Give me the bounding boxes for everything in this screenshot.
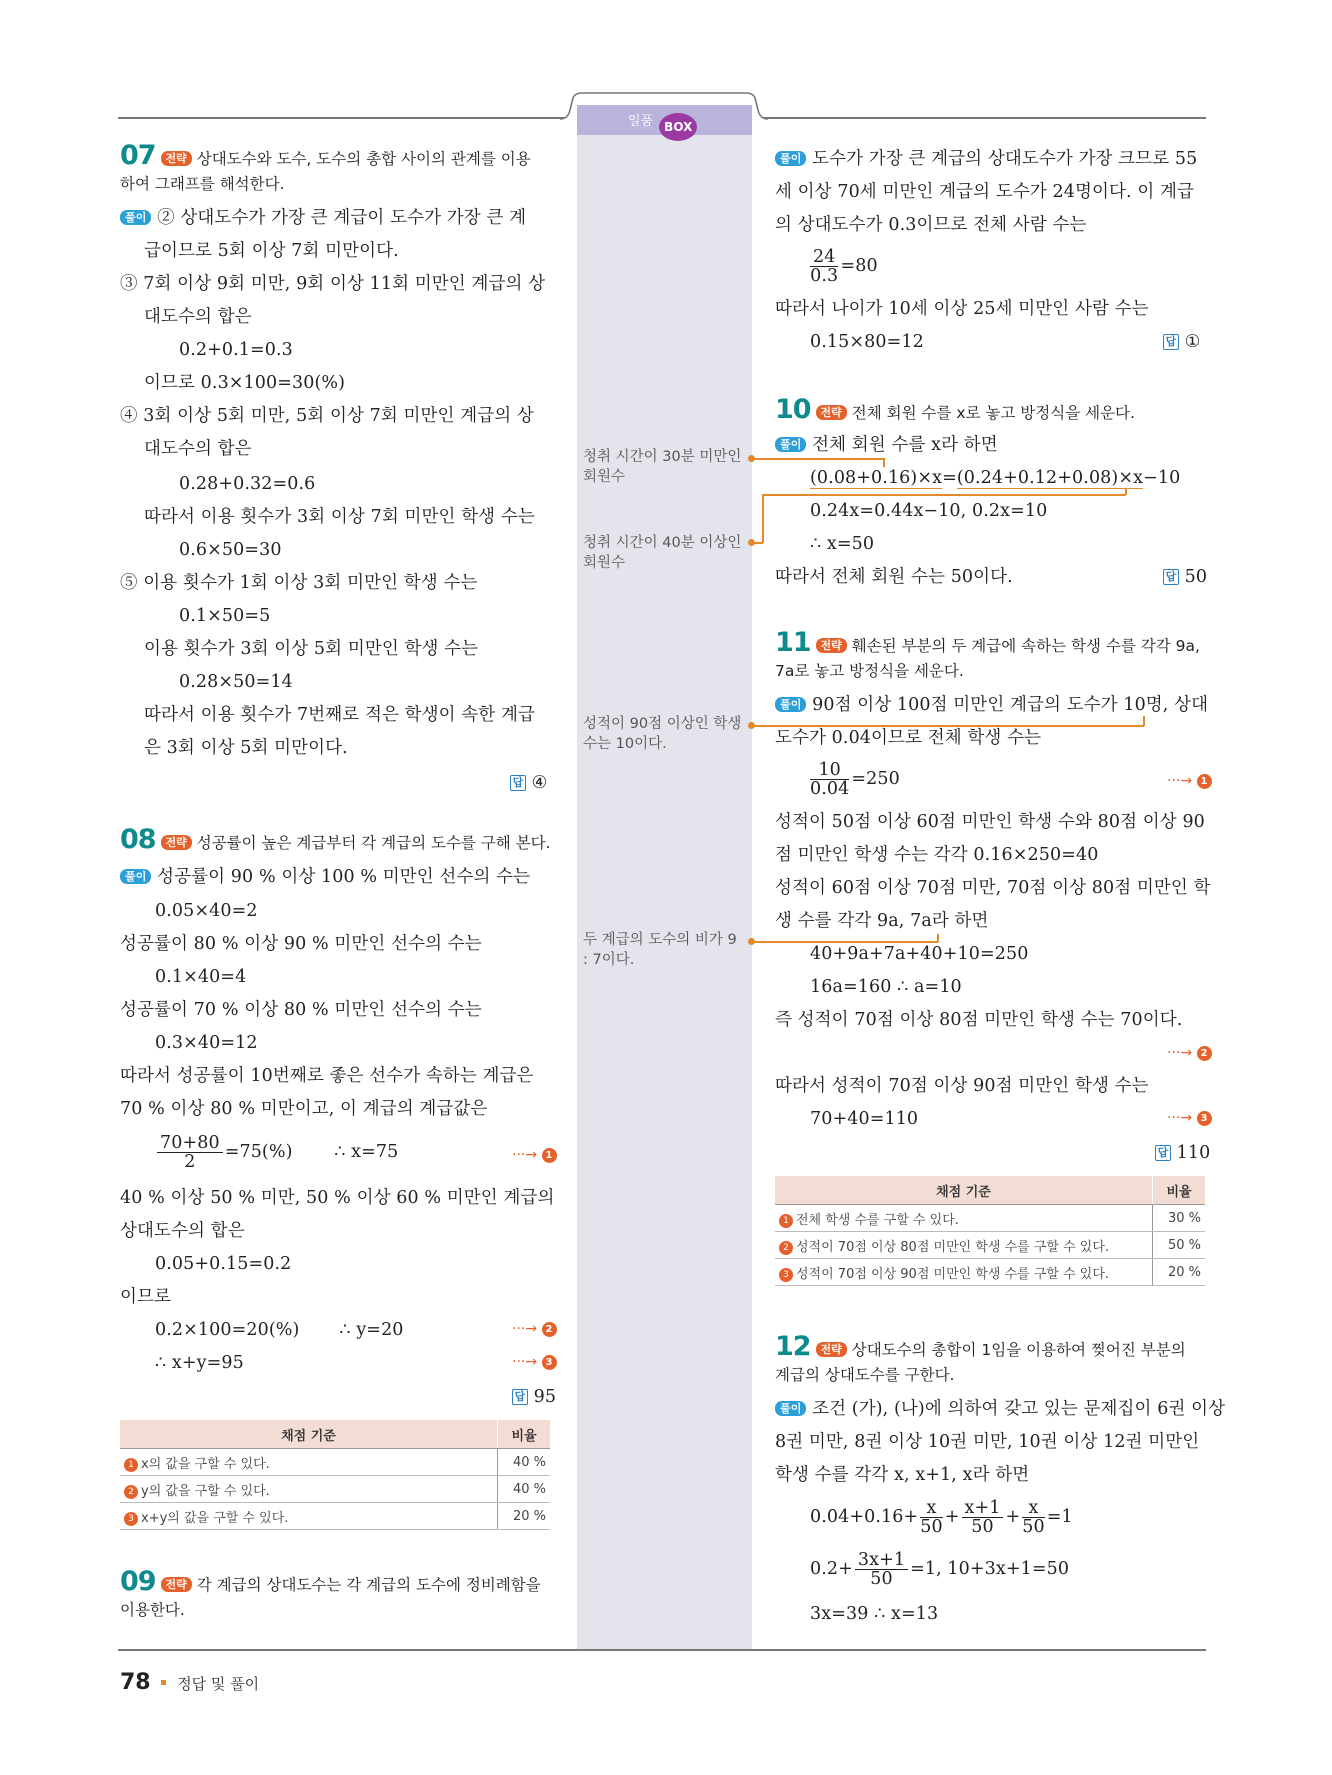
table-header: 채점 기준 [120, 1420, 498, 1449]
solution-tag: 풀이 [775, 1401, 806, 1416]
q11-line-7: 생 수를 각각 9a, 7a라 하면 [775, 911, 989, 931]
q11-line-9: 16a=160 ∴ a=10 [810, 977, 962, 997]
q07-line-9: 0.28+0.32=0.6 [179, 474, 316, 494]
answer-mark: 답 [1163, 334, 1179, 350]
q11-line-1 [775, 694, 1208, 716]
text: ∴ y=20 [339, 1320, 404, 1340]
numerator: x [920, 1499, 942, 1518]
q08-answer [512, 1386, 556, 1408]
q11-line-8: 40+9a+7a+40+10=250 [810, 944, 1029, 964]
step-marker-1: ···→ 1 [1167, 773, 1212, 789]
denominator: 50 [971, 1517, 994, 1537]
fraction [810, 248, 838, 285]
q07-header [120, 142, 555, 173]
side-note-4: 두 계급의 도수의 비가 9 : 7이다. [583, 932, 737, 968]
q07-line-1 [120, 207, 526, 229]
q11-line-5: 점 미만인 학생 수는 각각 0.16×250=40 [775, 845, 1099, 865]
q10-answer [1163, 566, 1207, 588]
table-cell: 30 % [1153, 1205, 1206, 1232]
q09-line-1 [775, 148, 1197, 170]
question-number: 09 [120, 1566, 156, 1597]
q08-line-10: 40 % 이상 50 % 미만, 50 % 이상 60 % 미만인 계급의 [120, 1188, 555, 1208]
numerator: 70+80 [157, 1134, 223, 1153]
row-number: 1 [779, 1214, 793, 1228]
strategy-text-2: 7a로 놓고 방정식을 세운다. [775, 662, 964, 680]
table-cell: 40 % [498, 1449, 551, 1476]
footer-bullet [161, 1680, 166, 1685]
text: =1 [1046, 1507, 1073, 1527]
answer-mark: 답 [512, 1389, 528, 1405]
q07-line-16: 따라서 이용 횟수가 7번째로 적은 학생이 속한 계급 [144, 705, 535, 725]
denominator: 50 [920, 1517, 943, 1537]
strategy-text: 훼손된 부분의 두 계급에 속하는 학생 수를 각각 9a, [851, 637, 1200, 655]
q08-line-9 [155, 1134, 398, 1171]
q10-header [775, 396, 1215, 427]
numerator: x+1 [962, 1499, 1004, 1518]
text: y의 값을 구할 수 있다. [141, 1483, 270, 1499]
box-tab-prefix: 일품 [628, 114, 654, 129]
connector-line [762, 494, 764, 543]
numerator: 10 [810, 761, 849, 780]
strategy-text: 상대도수의 총합이 1임을 이용하여 찢어진 부분의 [851, 1341, 1186, 1359]
numerator: 3x+1 [855, 1551, 908, 1570]
q11-line-6: 성적이 60점 이상 70점 미만, 70점 이상 80점 미만인 학 [775, 878, 1211, 898]
q07-line-8: 대도수의 합은 [144, 439, 252, 459]
q09-line-4 [808, 248, 878, 285]
denominator: 2 [184, 1152, 196, 1172]
fraction [810, 761, 849, 798]
side-note-3: 성적이 90점 이상인 학생수는 10이다. [583, 716, 742, 752]
strategy-text: 성공률이 높은 계급부터 각 계급의 도수를 구해 본다. [196, 834, 551, 852]
connector-line [762, 494, 1126, 496]
answer-value: ④ [531, 773, 548, 793]
question-number: 10 [775, 394, 811, 425]
strategy-tag: 전략 [816, 638, 847, 653]
q08-line-1 [120, 866, 530, 888]
solution-tag: 풀이 [120, 210, 151, 225]
step-number: 3 [1197, 1111, 1212, 1126]
q07-line-10: 따라서 이용 횟수가 3회 이상 7회 미만인 학생 수는 [144, 507, 535, 527]
q08-line-12: 0.05+0.15=0.2 [155, 1254, 292, 1274]
answer-mark: 답 [510, 775, 526, 791]
q09-line-3: 의 상대도수가 0.3이므로 전체 사람 수는 [775, 215, 1087, 235]
q11-line-3 [808, 761, 900, 798]
table-header-row [120, 1420, 550, 1449]
q07-line-15: 0.28×50=14 [179, 672, 293, 692]
row-number: 2 [779, 1241, 793, 1255]
text: 조건 (가), (나)에 의하여 갖고 있는 문제집이 6권 이상 [812, 1399, 1226, 1419]
question-number: 11 [775, 627, 811, 658]
table-header: 채점 기준 [775, 1176, 1153, 1205]
q08-line-5: 성공률이 70 % 이상 80 % 미만인 선수의 수는 [120, 1000, 482, 1020]
step-marker-3: ···→ 3 [512, 1354, 557, 1370]
q08-grading-table [120, 1420, 550, 1530]
strategy-text-2: 하여 그래프를 해석한다. [120, 175, 285, 193]
text: =80 [840, 256, 878, 276]
text: x의 값을 구할 수 있다. [141, 1456, 270, 1472]
table-cell: 20 % [498, 1503, 551, 1530]
q08-line-14 [155, 1319, 404, 1341]
strategy-tag: 전략 [161, 151, 192, 166]
q11-grading-table [775, 1176, 1205, 1286]
q07-line-11: 0.6×50=30 [179, 540, 282, 560]
fraction [920, 1499, 942, 1536]
q10-line-4: ∴ x=50 [810, 534, 875, 554]
q07-line-6: 이므로 0.3×100=30(%) [144, 373, 346, 393]
step-number: 2 [542, 1322, 557, 1337]
q09-line-2: 세 이상 70세 미만인 계급의 도수가 24명이다. 이 계급 [775, 182, 1194, 202]
q07-line-7: ④ 3회 이상 5회 미만, 5회 이상 7회 미만인 계급의 상 [120, 406, 534, 426]
q08-line-3: 성공률이 80 % 이상 90 % 미만인 선수의 수는 [120, 934, 482, 954]
table-cell: 40 % [498, 1476, 551, 1503]
q07-line-14: 이용 횟수가 3회 이상 5회 미만인 학생 수는 [144, 639, 479, 659]
fraction [1022, 1499, 1044, 1536]
q09-line-5: 따라서 나이가 10세 이상 25세 미만인 사람 수는 [775, 299, 1149, 319]
underlined-term: (0.08+0.16)×x [810, 468, 943, 488]
answer-value: 95 [533, 1387, 557, 1407]
step-number: 1 [1197, 774, 1212, 789]
denominator: 0.3 [810, 266, 839, 286]
table-row [120, 1449, 550, 1476]
q07-line-12: ⑤ 이용 횟수가 1회 이상 3회 미만인 학생 수는 [120, 573, 478, 593]
text: 성적이 70점 이상 90점 미만인 학생 수를 구할 수 있다. [796, 1266, 1110, 1282]
numerator: 24 [810, 248, 838, 267]
table-cell [775, 1205, 1153, 1232]
connector-line [937, 934, 939, 942]
q08-line-4: 0.1×40=4 [155, 967, 247, 987]
table-row [120, 1503, 550, 1530]
step-marker-3: ···→ 3 [1167, 1110, 1212, 1126]
text: 0.2×100=20(%) [155, 1320, 300, 1340]
solution-tag: 풀이 [120, 869, 151, 884]
q11-line-11: 따라서 성적이 70점 이상 90점 미만인 학생 수는 [775, 1076, 1149, 1096]
strategy-text: 전체 회원 수를 x로 놓고 방정식을 세운다. [851, 404, 1135, 422]
text: =75(%) [224, 1142, 293, 1162]
text: 성공률이 90 % 이상 100 % 미만인 선수의 수는 [157, 867, 531, 887]
q12-line-4: 0.04+0.16+ $\frac{x}{50}$ + $\frac{x+1}{50}$ + $\frac{x}{50}$ =1 [810, 1498, 1073, 1537]
table-row [120, 1476, 550, 1503]
q11-line-2: 도수가 0.04이므로 전체 학생 수는 [775, 728, 1042, 748]
table-cell: 20 % [1153, 1259, 1206, 1286]
footer-label: 정답 및 풀이 [177, 1675, 260, 1693]
text: −10 [1143, 468, 1181, 488]
answer-mark: 답 [1163, 569, 1179, 585]
page-number: 78 [120, 1670, 151, 1695]
strategy-text: 상대도수와 도수, 도수의 총합 사이의 관계를 이용 [196, 150, 531, 168]
text: x+y의 값을 구할 수 있다. [141, 1510, 289, 1526]
q12-header [775, 1333, 1215, 1389]
denominator: 0.04 [810, 779, 850, 799]
q12-line-1 [775, 1398, 1225, 1420]
q07-answer [510, 772, 547, 794]
text: ∴ x=75 [334, 1142, 399, 1162]
table-row [775, 1232, 1205, 1259]
denominator: 50 [870, 1569, 893, 1589]
text: =1, 10+3x+1=50 [910, 1559, 1070, 1579]
table-cell [120, 1449, 498, 1476]
text: =250 [851, 769, 900, 789]
row-number: 3 [779, 1268, 793, 1282]
text: 전체 회원 수를 x라 하면 [812, 435, 998, 455]
answer-value: 110 [1176, 1143, 1211, 1163]
step-marker-2: ···→ 2 [1167, 1045, 1212, 1061]
solution-tag: 풀이 [775, 437, 806, 452]
q11-line-4: 성적이 50점 이상 60점 미만인 학생 수와 80점 이상 90 [775, 812, 1205, 832]
table-cell [775, 1232, 1153, 1259]
table-row [775, 1259, 1205, 1286]
q08-line-13: 이므로 [120, 1287, 172, 1307]
q09-answer [1163, 331, 1200, 353]
strategy-tag: 전략 [816, 1342, 847, 1357]
strategy-tag: 전략 [816, 405, 847, 420]
q12-line-3: 학생 수를 각각 x, x+1, x라 하면 [775, 1465, 1030, 1485]
q12-line-5 [810, 1551, 1069, 1588]
connector-line [883, 458, 885, 467]
q12-line-2: 8권 미만, 8권 이상 10권 미만, 10권 이상 12권 미만인 [775, 1432, 1200, 1452]
strategy-text-2: 계급의 상대도수를 구한다. [775, 1366, 955, 1384]
q11-header [775, 629, 1215, 685]
q08-line-11: 상대도수의 합은 [120, 1221, 245, 1241]
connector-line [752, 458, 884, 460]
text: ② 상대도수가 가장 큰 계급이 도수가 가장 큰 계 [157, 208, 527, 228]
step-number: 2 [1197, 1046, 1212, 1061]
q11-line-10: 즉 성적이 70점 이상 80점 미만인 학생 수는 70이다. [775, 1010, 1183, 1030]
text: 0.04+0.16+ [810, 1507, 919, 1527]
text: 도수가 가장 큰 계급의 상대도수가 가장 크므로 55 [812, 149, 1198, 169]
q07-line-5: 0.2+0.1=0.3 [179, 340, 293, 360]
q07-line-4: 대도수의 합은 [144, 307, 252, 327]
q08-line-15: ∴ x+y=95 [155, 1353, 244, 1373]
solution-tag: 풀이 [775, 697, 806, 712]
text: 0.2+ [810, 1559, 853, 1579]
q07-line-3: ③ 7회 이상 9회 미만, 9회 이상 11회 미만인 계급의 상 [120, 274, 546, 294]
numerator: x [1022, 1499, 1044, 1518]
q10-line-3: 0.24x=0.44x−10, 0.2x=10 [810, 501, 1048, 521]
side-note-2: 청취 시간이 40분 이상인 회원수 [583, 535, 742, 571]
question-number: 12 [775, 1331, 811, 1362]
step-marker-2: ···→ 2 [512, 1321, 557, 1337]
answer-value: ① [1184, 332, 1201, 352]
q08-line-8: 70 % 이상 80 % 미만이고, 이 계급의 계급값은 [120, 1099, 488, 1119]
q08-header [120, 826, 560, 857]
text: = [942, 468, 957, 488]
fraction [855, 1551, 908, 1588]
table-cell [775, 1259, 1153, 1286]
fraction [962, 1499, 1004, 1536]
step-number: 3 [542, 1355, 557, 1370]
strategy-tag: 전략 [161, 1577, 192, 1592]
box-tab-badge: BOX [659, 113, 697, 141]
bottom-rule [118, 1649, 1206, 1651]
step-marker-1: ···→ 1 [512, 1147, 557, 1163]
q07 [120, 142, 555, 198]
side-note-1: 청취 시간이 30분 미만인 회원수 [583, 449, 742, 485]
q11-line-12: 70+40=110 [810, 1109, 919, 1129]
center-column [577, 105, 752, 1650]
answer-value: 50 [1184, 567, 1208, 587]
table-cell [120, 1503, 498, 1530]
table-cell [120, 1476, 498, 1503]
text: 성적이 70점 이상 80점 미만인 학생 수를 구할 수 있다. [796, 1239, 1110, 1255]
q07-line-13: 0.1×50=5 [179, 606, 271, 626]
q09-line-6: 0.15×80=12 [810, 332, 924, 352]
connector-line [1125, 488, 1127, 495]
table-header-row [775, 1176, 1205, 1205]
strategy-text: 각 계급의 상대도수는 각 계급의 도수에 정비례함을 [196, 1576, 541, 1594]
q11-answer [1155, 1142, 1210, 1164]
q10-line-5: 따라서 전체 회원 수는 50이다. [775, 567, 1013, 587]
box-tab-label [628, 110, 697, 136]
q08-line-7: 따라서 성공률이 10번째로 좋은 선수가 속하는 계급은 [120, 1066, 534, 1086]
table-header: 비율 [1153, 1176, 1206, 1205]
text: 전체 학생 수를 구할 수 있다. [796, 1212, 959, 1228]
row-number: 2 [124, 1485, 138, 1499]
q10-line-2 [810, 467, 1180, 489]
question-number: 07 [120, 140, 156, 171]
text: 90점 이상 100점 미만인 계급의 도수가 10명, 상대 [812, 695, 1209, 715]
q09-header [120, 1568, 560, 1624]
answer-mark: 답 [1155, 1145, 1171, 1161]
question-number: 08 [120, 824, 156, 855]
fraction [157, 1134, 223, 1171]
table-cell: 50 % [1153, 1232, 1206, 1259]
row-number: 1 [124, 1458, 138, 1472]
q08-line-6: 0.3×40=12 [155, 1033, 258, 1053]
underlined-term: (0.24+0.12+0.08)×x [956, 468, 1144, 488]
q08-line-2: 0.05×40=2 [155, 901, 258, 921]
table-header: 비율 [498, 1420, 551, 1449]
row-number: 3 [124, 1512, 138, 1526]
step-number: 1 [542, 1148, 557, 1163]
q12-line-6: 3x=39 ∴ x=13 [810, 1604, 939, 1624]
strategy-tag: 전략 [161, 835, 192, 850]
strategy-text-2: 이용한다. [120, 1601, 185, 1619]
denominator: 50 [1022, 1517, 1045, 1537]
q07-line-17: 은 3회 이상 5회 미만이다. [144, 738, 348, 758]
solution-tag: 풀이 [775, 151, 806, 166]
table-row [775, 1205, 1205, 1232]
footer [120, 1670, 259, 1695]
q07-line-2: 급이므로 5회 이상 7회 미만이다. [144, 241, 399, 261]
q10-line-1 [775, 434, 998, 456]
connector-line [1143, 716, 1145, 726]
